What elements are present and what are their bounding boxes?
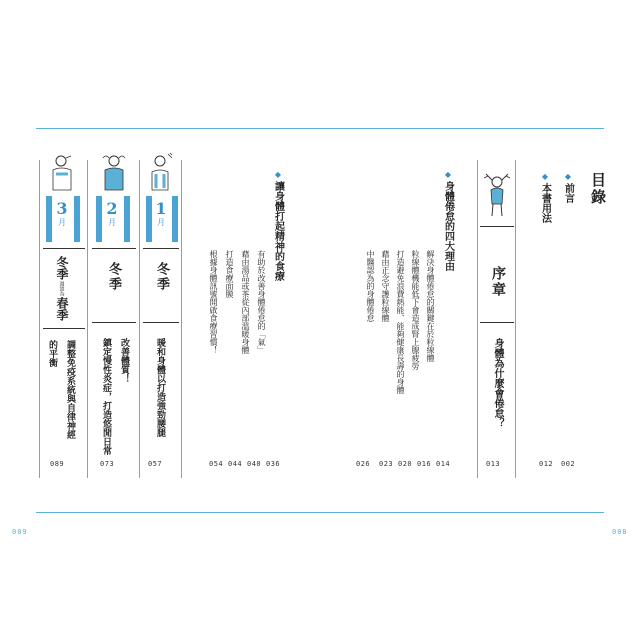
bottom-rule [36, 512, 604, 513]
month-rule [92, 248, 136, 249]
vitality-line[interactable]: 藉由湯品或茶從內部溫暖身體 [241, 250, 250, 354]
reason-page: 026 [356, 460, 371, 468]
month-rule [92, 322, 136, 323]
month-divider [181, 160, 182, 478]
toc-item-label: 本書用法 [539, 183, 551, 223]
vitality-page: 054 [209, 460, 224, 468]
month-3-label: 3 月 [56, 199, 68, 227]
prologue-divider-right [515, 160, 516, 478]
page-number-left: 009 [12, 528, 28, 536]
stretching-person-icon [480, 170, 514, 220]
page-number-right: 008 [612, 528, 628, 536]
diamond-icon: ◆ [541, 172, 549, 181]
month-2-label: 2 月 [106, 199, 118, 227]
prologue-underline [480, 226, 514, 227]
diamond-icon: ◆ [444, 170, 452, 179]
month-divider [139, 160, 140, 478]
reason-page: 020 [398, 460, 413, 468]
prologue-mid-rule [480, 322, 514, 323]
vitality-heading: ◆ 讓身體打起精神的食療 [270, 170, 286, 281]
month-divider [87, 160, 88, 478]
top-rule [36, 128, 604, 129]
reason-line[interactable]: 打造避免浪費熱能、能夠健康長壽的身體 [396, 250, 405, 394]
month-1-label: 1 月 [155, 199, 167, 227]
vitality-line[interactable]: 有助於改善身體倦怠的「氣」 [257, 250, 266, 354]
month-divider [39, 160, 40, 478]
diamond-icon: ◆ [274, 170, 282, 179]
prologue-page: 013 [486, 460, 501, 468]
month-3-desc-2[interactable]: 的平衡 [47, 340, 57, 367]
prologue-divider-left [477, 160, 478, 478]
month-3-season: 冬季 過渡為 春季 [55, 256, 69, 321]
person-resting-icon [47, 152, 79, 192]
month-rule [43, 248, 85, 249]
vitality-page: 040 [247, 460, 262, 468]
month-2-desc-1[interactable]: 改善體質！ [119, 338, 129, 383]
month-1-desc[interactable]: 暖和身體以打造強勁腰腿 [155, 338, 165, 437]
month-rule [43, 328, 85, 329]
reason-line[interactable]: 解決身體倦怠的關鍵在於粒線體 [426, 250, 435, 362]
toc-item-guide[interactable] [537, 172, 553, 223]
person-thinking-icon [146, 152, 176, 192]
vitality-line[interactable]: 打造食療面膜 [225, 250, 234, 298]
reasons-heading: ◆ 身體倦怠的四大理由 [440, 170, 456, 271]
month-2-page: 073 [100, 460, 115, 468]
vitality-page: 044 [228, 460, 243, 468]
reason-line[interactable]: 藉由正念守護粒線體 [381, 250, 390, 322]
toc-title: 目錄 [589, 172, 607, 206]
prologue-label: 序章 [490, 266, 506, 298]
prologue-subtitle: 身體為什麼會倦怠？ [492, 338, 503, 428]
month-2-season: 冬季 [106, 262, 121, 292]
diamond-icon: ◆ [564, 172, 572, 181]
person-sneezing-icon [98, 152, 130, 192]
month-rule [143, 248, 179, 249]
vitality-line[interactable]: 根據身體訊號開啟食療習慣！ [209, 250, 218, 354]
month-1-page: 057 [148, 460, 163, 468]
month-3-desc-1[interactable]: 調整免疫系統與自律神經 [65, 340, 75, 439]
toc-item-label: 前言 [562, 183, 574, 203]
toc-page-guide: 012 [539, 460, 554, 468]
reason-page: 014 [436, 460, 451, 468]
month-rule [143, 322, 179, 323]
reason-page: 016 [417, 460, 432, 468]
vitality-page: 036 [266, 460, 281, 468]
reason-line[interactable]: 中醫認為的身體倦怠 [366, 250, 375, 322]
toc-page-preface: 002 [561, 460, 576, 468]
reason-page: 023 [379, 460, 394, 468]
month-1-season: 冬季 [154, 262, 169, 292]
month-3-page: 089 [50, 460, 65, 468]
reason-line[interactable]: 粒線體機能低下會造成腎上腺疲勞 [411, 250, 420, 370]
toc-item-preface[interactable] [560, 172, 576, 203]
month-2-desc-2[interactable]: 鎮定慢性炎症，打造悠閒日常 [101, 338, 111, 455]
